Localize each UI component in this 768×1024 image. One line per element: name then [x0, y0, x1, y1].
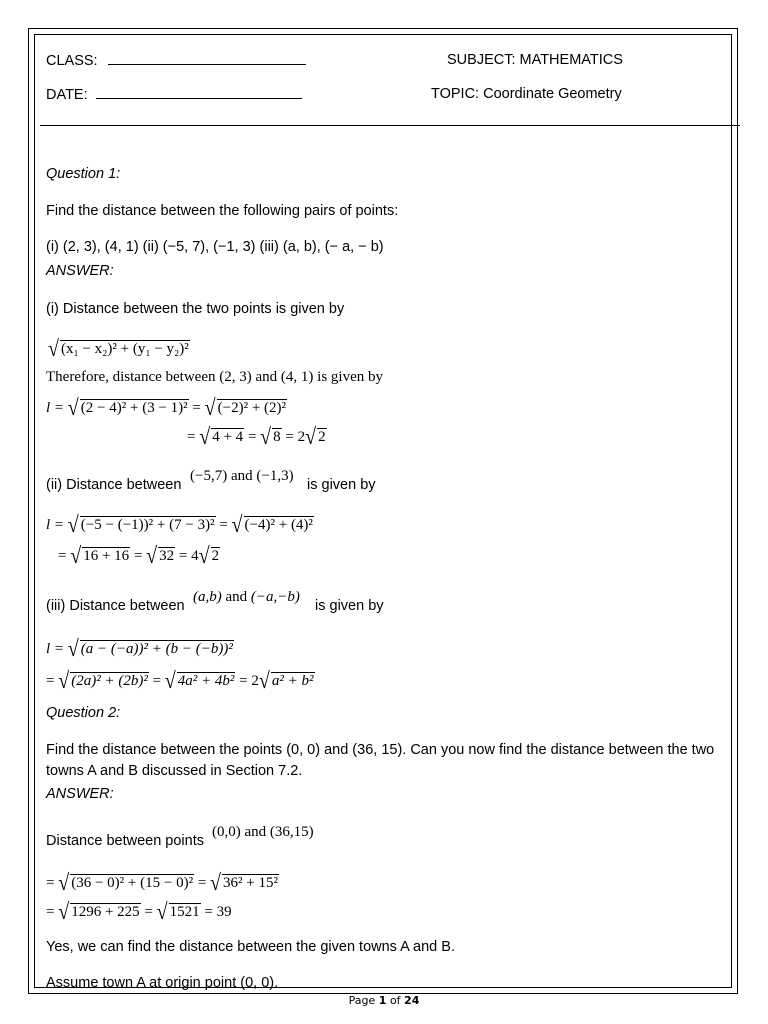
q2-result: = 39 [204, 904, 232, 920]
q2-answer-label: ANSWER: [46, 786, 114, 802]
q1-i-therefore [46, 369, 383, 386]
q1-i-intro: (i) Distance between the two points is given by [46, 301, 345, 317]
point-4-1: (4, 1) [280, 369, 314, 385]
q1-answer-label: ANSWER: [46, 263, 114, 279]
q2-and-text: and [244, 824, 267, 840]
i-radicand-4: 8 [273, 429, 281, 445]
iii-radicand-1: (a − (−a))² + (b − (−b))² [80, 641, 233, 657]
q2-points [212, 824, 314, 841]
q2-eq1: = √ (36 − 0)² + (15 − 0)² = √ 36² + 15² [46, 874, 279, 892]
class-label: CLASS: [46, 53, 98, 69]
q2-assume: Assume town A at origin point (0, 0). [46, 975, 279, 991]
i-radicand-5: 2 [318, 429, 326, 445]
q1-iii-points [193, 589, 300, 606]
ii-l-equals: l = [46, 517, 65, 533]
topic: TOPIC: Coordinate Geometry [431, 86, 622, 102]
l-equals: l = [46, 400, 65, 416]
iii-l-equals: l = [46, 641, 65, 657]
ii-radicand-5: 2 [211, 548, 220, 564]
page-number [0, 994, 768, 1007]
formula-radicand: (x₁ − x₂)² + (y₁ − y₂)² [61, 341, 189, 357]
q2-radicand-4: 1521 [169, 904, 200, 920]
q1-iii-intro: (iii) Distance between [46, 598, 185, 614]
page-total: 24 [404, 994, 420, 1007]
ii-and-text: and [230, 468, 253, 484]
page-prefix: Page [348, 994, 376, 1007]
i-radicand-1: (2 − 4)² + (3 − 1)² [80, 400, 188, 416]
q1-ii-eq2: = √ 16 + 16 = √ 32 = 4√ 2 [58, 547, 220, 565]
q1-iii-eq1 [46, 640, 234, 658]
ii-intro-text: (ii) Distance between [46, 477, 182, 493]
q1-ii-eq1: l = √ (−5 − (−1))² + (7 − 3)² = √ (−4)² + (4)² [46, 516, 314, 534]
iii-result-coef: = 2 [239, 673, 259, 689]
date-blank [96, 86, 302, 99]
q1-iii-tail: is given by [315, 598, 384, 614]
q2-prompt-line1: Find the distance between the points (0, 0) and (36, 15). Can you now find the distance between the two [46, 742, 715, 758]
ii-radicand-3: 16 + 16 [83, 548, 130, 564]
ii-result-coef: = 4 [178, 548, 199, 564]
distance-formula [48, 340, 190, 358]
i-radicand-3: 4 + 4 [212, 429, 244, 445]
ii-radicand-2: (−4)² + (4)² [244, 517, 313, 533]
i-result-coef: = 2 [285, 429, 306, 445]
ii-radicand-1: (−5 − (−1))² + (7 − 3)² [80, 517, 215, 533]
q2-radicand-3: 1296 + 225 [71, 904, 140, 920]
page-current: 1 [378, 994, 387, 1007]
point-2-3: (2, 3) [219, 369, 252, 385]
q2-yes: Yes, we can find the distance between the given towns A and B. [46, 939, 455, 955]
q1-iii-eq2: = √ (2a)² + (2b)² = √ 4a² + 4b² = 2√ a² + b² [46, 672, 315, 690]
q1-ii-tail: is given by [307, 477, 376, 493]
q1-title: Question 1: [46, 166, 121, 182]
q1-ii-intro [46, 477, 181, 493]
point-nega-negb: (−a,−b) [250, 589, 300, 605]
q2-eq2: = √ 1296 + 225 = √ 1521 = 39 [46, 903, 232, 921]
q1-ii-points [190, 468, 294, 485]
ii-radicand-4: 32 [159, 548, 175, 564]
header-divider [40, 125, 738, 126]
q1-prompt: Find the distance between the following pairs of points: [46, 203, 399, 219]
q2-title: Question 2: [46, 705, 121, 721]
date-field [46, 86, 302, 103]
q2-intro: Distance between points [46, 833, 204, 849]
q2-radicand-1: (36 − 0)² + (15 − 0)² [71, 875, 194, 891]
class-blank [108, 52, 306, 65]
point-36-15: (36,15) [269, 824, 314, 840]
i-radicand-2: (−2)² + (2)² [217, 400, 287, 416]
point-neg1-3: (−1,3) [256, 468, 294, 484]
and-text: and [255, 369, 278, 385]
point-0-0: (0,0) [212, 824, 241, 840]
q2-radicand-2: 36² + 15² [223, 875, 279, 891]
iii-and-text: and [225, 589, 248, 605]
point-neg5-7: (−5,7) [190, 468, 228, 484]
iii-radicand-4: a² + b² [271, 673, 314, 689]
iii-radicand-2: (2a)² + (2b)² [71, 673, 148, 689]
given-by-text: is given by [317, 369, 384, 385]
subject: SUBJECT: MATHEMATICS [447, 52, 623, 68]
class-field [46, 52, 306, 69]
q1-parts: (i) (2, 3), (4, 1) (ii) (−5, 7), (−1, 3) (iii) (a, b), (− a, − b) [46, 239, 384, 255]
page-of: of [389, 994, 401, 1007]
date-label: DATE: [46, 87, 88, 103]
therefore-text: Therefore, distance between [46, 369, 216, 385]
header-divider-extension [734, 125, 740, 126]
point-a-b: (a,b) [193, 589, 222, 605]
iii-radicand-3: 4a² + 4b² [177, 673, 235, 689]
q1-i-eq1: l = √ (2 − 4)² + (3 − 1)² = √ (−2)² + (2)² [46, 399, 287, 417]
q2-prompt-line2: towns A and B discussed in Section 7.2. [46, 763, 303, 779]
q1-i-eq2: = √ 4 + 4 = √ 8 = 2√ 2 [187, 428, 327, 446]
